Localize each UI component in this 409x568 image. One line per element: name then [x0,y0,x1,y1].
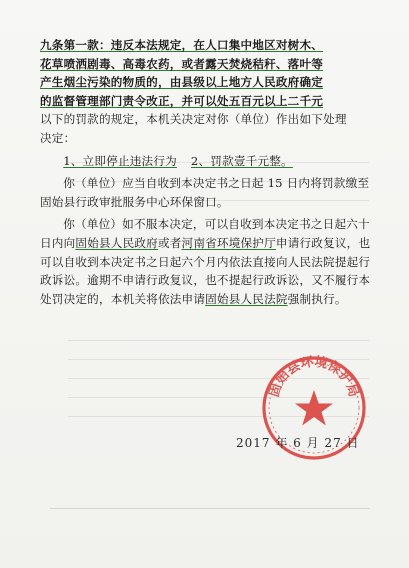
bleed-line [68,340,369,341]
footer-rule [50,508,370,509]
gov-name-county: 固始县人民政府 [75,235,158,250]
decision-item-stop: 1、立即停止违法行为 [63,153,177,168]
court-name: 固始县人民法院 [205,291,288,306]
legal-basis-line: 花草喷洒剧毒、高毒农药，或者露天焚烧秸秆、落叶等 [40,56,324,71]
legal-basis-line: 的监督管理部门责令改正，并可以处五百元以上二千元 [40,93,324,108]
appeal-text: 申请行政复议，也可以自收到本决定书之日起六个月内依法直接向人民法院提起行政诉讼。逾期不申请行政复议，也不提起行政诉讼，又不履行本处罚决定的，本机关将依法申请 [40,235,371,306]
star-icon [295,390,333,426]
gov-name-province: 河南省环境保护厅 [181,235,276,250]
appeal-paragraph [40,215,376,308]
seal-text: 固始县环境保护局 [267,354,361,399]
legal-basis-line: 九条第一款：违反本法规定，在人口集中地区对树木、 [40,38,324,52]
decision-item-fine: 2、罚款壹千元整。 [190,153,293,168]
legal-basis-line: 决定： [40,130,76,145]
legal-basis-line: 以下的罚款的规定，本机关决定对你（单位）作出如下处理 [40,112,347,127]
document-date: 2017 年 6 月 27 日 [236,436,360,450]
appeal-text: 或者 [157,235,182,250]
document-body [40,36,376,308]
payment-paragraph: 你（单位）应当自收到本决定书之日起 15 日内将罚款缴至固始县行政审批服务中心环保窗口。 [40,176,370,209]
appeal-text: 你（单位）如不服本决定，可以自收到本决定书之日起六十日内向 [40,217,370,250]
legal-basis-line: 产生烟尘污染的物质的，由县级以上地方人民政府确定 [40,75,324,90]
decision-items [63,152,376,171]
legal-basis-paragraph [40,36,376,148]
appeal-text: 强制执行。 [287,291,347,306]
